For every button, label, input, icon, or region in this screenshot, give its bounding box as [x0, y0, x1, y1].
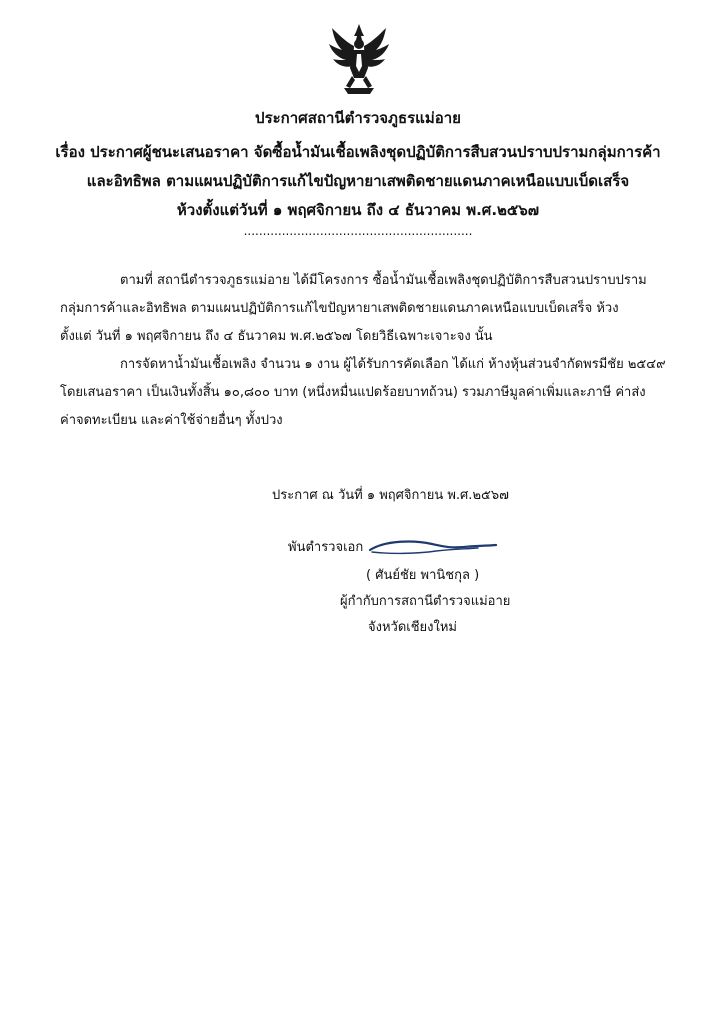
paragraph-2-line-3: ค่าจดทะเบียน และค่าใช้จ่ายอื่นๆ ทั้งปวง	[60, 413, 283, 428]
signer-position: ผู้กำกับการสถานีตำรวจแม่อาย	[340, 594, 511, 609]
signer-province: จังหวัดเชียงใหม่	[368, 620, 457, 635]
subject-line-3: ห้วงตั้งแต่วันที่ ๑ พฤศจิกายน ถึง ๔ ธันวาคม พ.ศ.๒๕๖๗	[176, 201, 540, 219]
announcement-date: ประกาศ ณ วันที่ ๑ พฤศจิกายน พ.ศ.๒๕๖๗	[272, 488, 509, 503]
paragraph-1-line-3: ตั้งแต่ วันที่ ๑ พฤศจิกายน ถึง ๔ ธันวาคม พ.ศ.๒๕๖๗ โดยวิธีเฉพาะเจาะจง นั้น	[60, 329, 493, 344]
signature-icon	[366, 536, 500, 560]
garuda-emblem-icon	[324, 22, 394, 98]
paragraph-2-line-2: โดยเสนอราคา เป็นเงินทั้งสิ้น ๑๐,๘๐๐ บาท (หนึ่งหมื่นแปดร้อยบาทถ้วน) รวมภาษีมูลค่าเพิ่มและภาษี ค่าส่ง	[60, 385, 646, 400]
dotted-separator: ............................................................	[243, 224, 473, 238]
paragraph-2-line-1: การจัดหาน้ำมันเชื้อเพลิง จำนวน ๑ งาน ผู้ได้รับการคัดเลือก ได้แก่ ห้างหุ้นส่วนจำกัดพรมีชัย ๒๕๔๙	[120, 357, 666, 372]
signer-name: ( ศันย์ชัย พานิชกุล )	[366, 568, 480, 583]
document-title: ประกาศสถานีตำรวจภูธรแม่อาย	[255, 109, 461, 127]
signer-rank: พันตำรวจเอก	[288, 540, 364, 555]
paragraph-1-line-2: กลุ่มการค้าและอิทธิพล ตามแผนปฏิบัติการแก้ไขปัญหายาเสพติดชายแดนภาคเหนือแบบเบ็ดเสร็จ ห้วง	[60, 301, 619, 316]
paragraph-1-line-1: ตามที่ สถานีตำรวจภูธรแม่อาย ได้มีโครงการ ซื้อน้ำมันเชื้อเพลิงชุดปฏิบัติการสืบสวนปราบปราม	[120, 273, 647, 288]
subject-line-2: และอิทธิพล ตามแผนปฏิบัติการแก้ไขปัญหายาเสพติดชายแดนภาคเหนือแบบเบ็ดเสร็จ	[86, 172, 630, 190]
subject-line-1: เรื่อง ประกาศผู้ชนะเสนอราคา จัดซื้อน้ำมันเชื้อเพลิงชุดปฏิบัติการสืบสวนปราบปรามกลุ่มการค้า	[55, 143, 661, 161]
